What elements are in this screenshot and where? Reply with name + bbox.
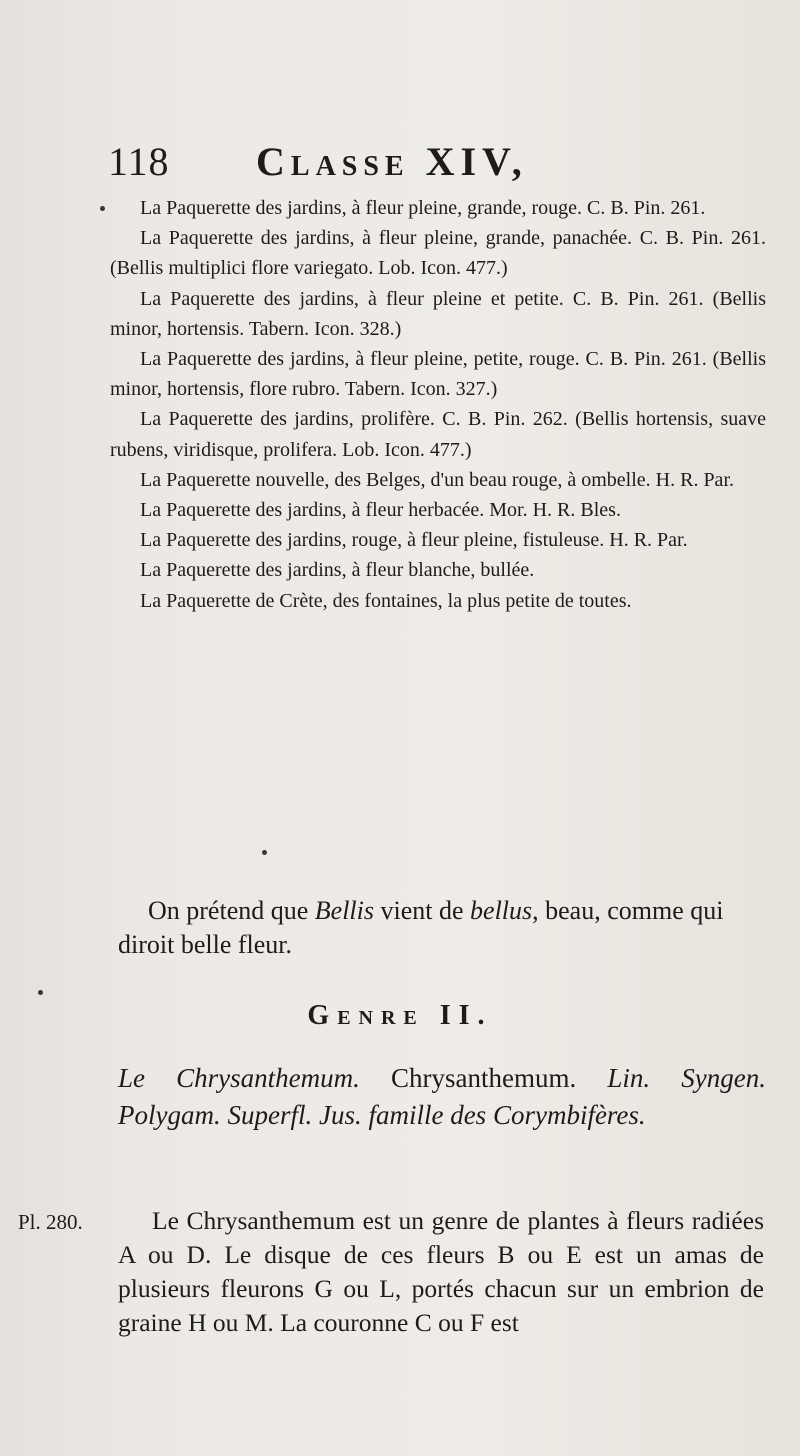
ink-speck bbox=[100, 206, 105, 211]
page-number: 118 bbox=[108, 139, 170, 184]
variety-list bbox=[110, 193, 766, 616]
list-item: La Paquerette des jardins, à fleur pleine, grande, panachée. C. B. Pin. 261. (Bellis multiplici flore variegato. Lob. Icon. 477.) bbox=[110, 227, 766, 280]
genre-heading: Genre II. bbox=[307, 1000, 493, 1031]
note-text-middle: vient de bbox=[374, 896, 471, 925]
etymology-note bbox=[118, 894, 768, 962]
list-item: La Paquerette des jardins, à fleur pleine, petite, rouge. C. B. Pin. 261. (Bellis minor, hortensis, flore rubro. Tabern. Icon. 327.) bbox=[110, 348, 766, 401]
ink-speck bbox=[38, 990, 43, 995]
note-text-after: , beau, comme qui diroit belle fleur. bbox=[118, 896, 724, 959]
list-item: La Paquerette des jardins, prolifère. C. B. Pin. 262. (Bellis hortensis, suave rubens, viridisque, prolifera. Lob. Icon. 477.) bbox=[110, 408, 766, 461]
list-item: La Paquerette des jardins, à fleur herbacée. Mor. H. R. Bles. bbox=[140, 499, 621, 522]
list-item: La Paquerette des jardins, rouge, à fleur pleine, fistuleuse. H. R. Par. bbox=[140, 529, 688, 552]
list-item: La Paquerette des jardins, à fleur pleine, grande, rouge. C. B. Pin. 261. bbox=[140, 197, 706, 219]
genus-title bbox=[118, 1060, 766, 1134]
genus-french-name: Le Chrysanthemum. bbox=[118, 1063, 360, 1093]
running-title: Classe XIV, bbox=[256, 139, 528, 184]
plate-reference: Pl. 280. bbox=[18, 1210, 83, 1234]
note-word-bellus: bellus bbox=[470, 896, 533, 925]
note-word-bellis: Bellis bbox=[314, 896, 374, 925]
ink-speck bbox=[262, 850, 267, 855]
page-header bbox=[108, 138, 628, 186]
list-item: La Paquerette des jardins, à fleur blanche, bullée. bbox=[140, 559, 535, 582]
list-item: La Paquerette des jardins, à fleur pleine et petite. C. B. Pin. 261. (Bellis minor, hortensis. Tabern. Icon. 328.) bbox=[110, 287, 766, 340]
list-item: La Paquerette de Crète, des fontaines, la plus petite de toutes. bbox=[140, 589, 632, 612]
note-text-before: On prétend que bbox=[148, 896, 315, 925]
genus-description: Le Chrysanthemum est un genre de plantes à fleurs radiées A ou D. Le disque de ces fleurs B ou E est un amas de plusieurs fleurons G ou L, portés chacun sur un embrion de graine H ou M. La couronne C ou F est bbox=[118, 1206, 764, 1337]
list-item: La Paquerette nouvelle, des Belges, d'un beau rouge, à ombelle. H. R. Par. bbox=[140, 468, 734, 491]
genus-latin-name: Chrysanthemum. bbox=[391, 1063, 577, 1093]
genus-classification: Lin. Syngen. Polygam. Superfl. Jus. famille des Corymbifères. bbox=[118, 1063, 767, 1130]
